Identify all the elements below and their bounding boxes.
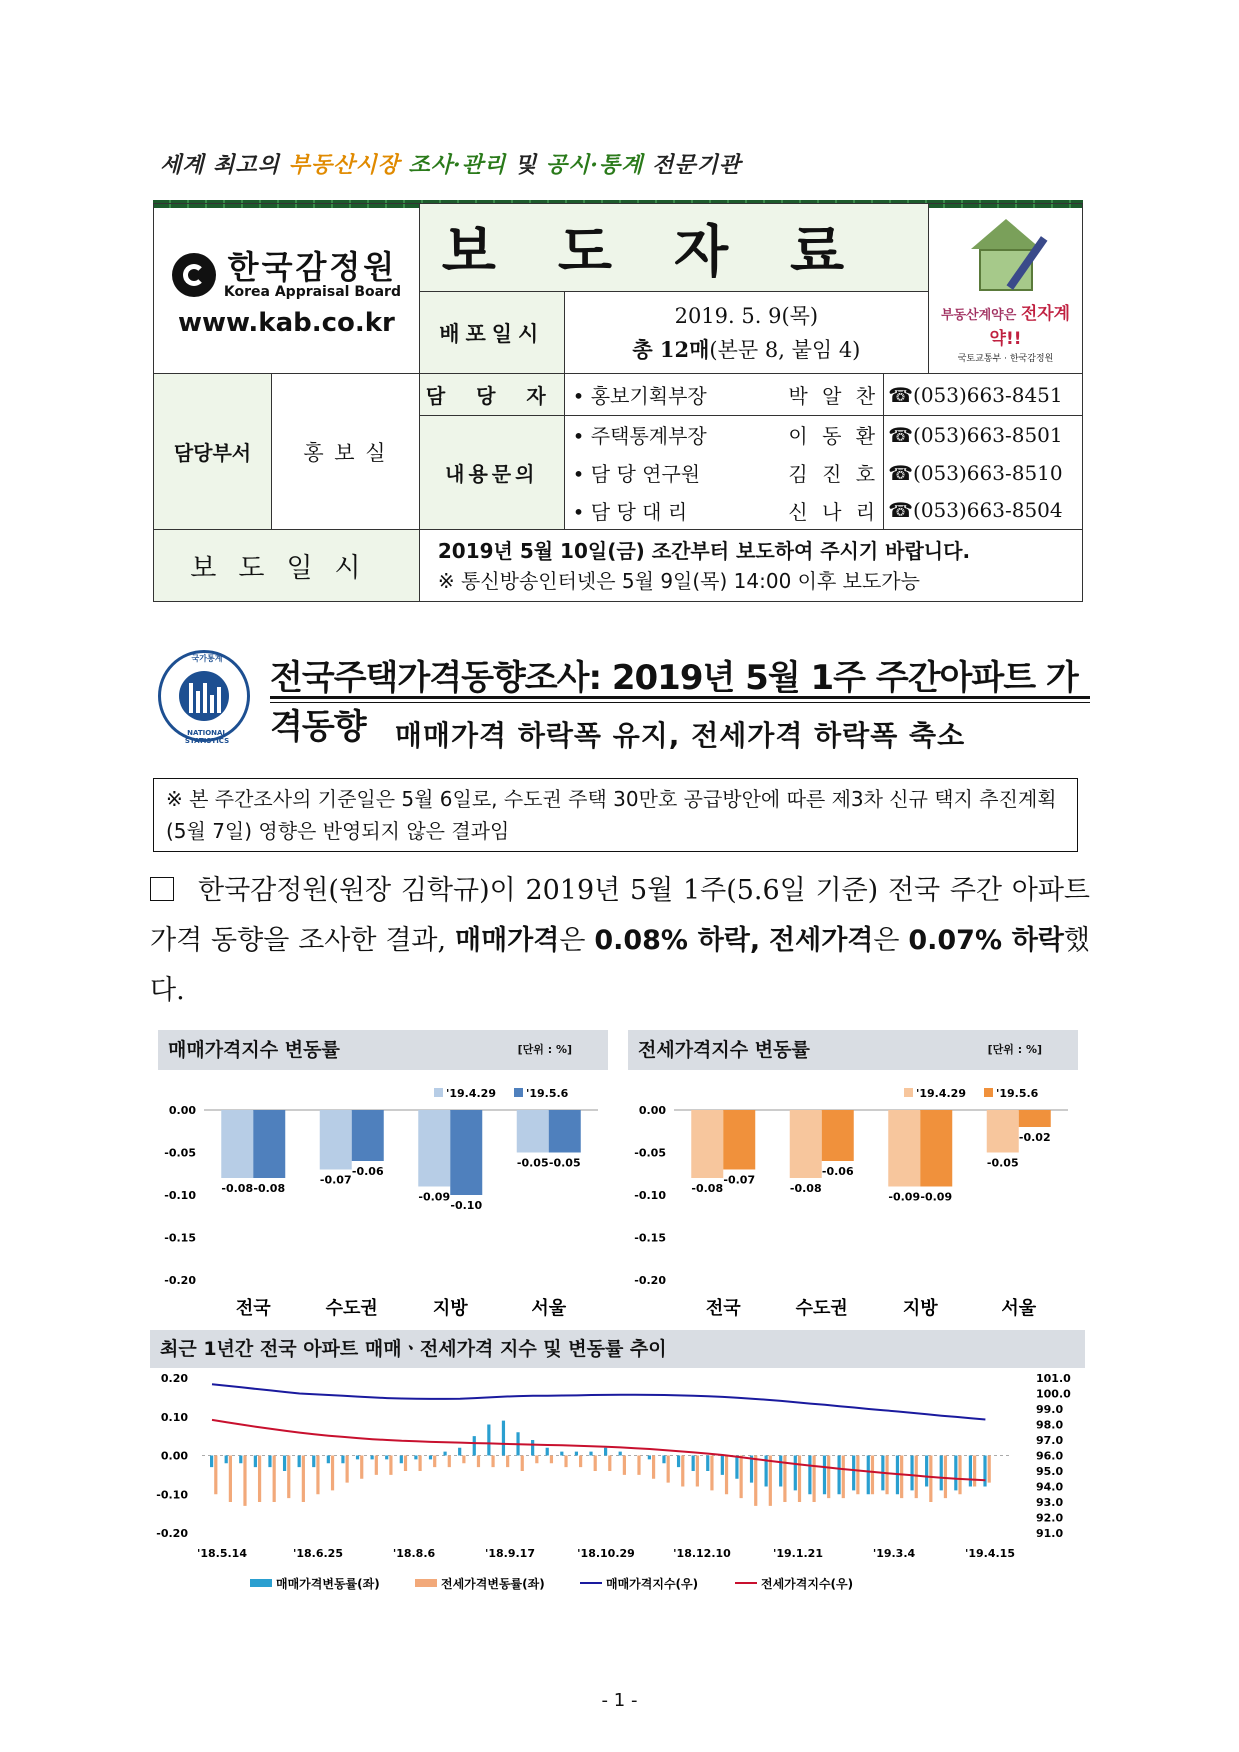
kab-logo-icon (172, 253, 216, 297)
sale-change-bar (940, 1456, 943, 1491)
legend-label: 매매가격변동률(좌) (276, 1577, 380, 1591)
legend-swatch (904, 1088, 913, 1097)
chart-title: 전세가격지수 변동률 (638, 1039, 810, 1061)
jeonse-change-bar (900, 1456, 903, 1499)
jeonse-change-bar (418, 1456, 421, 1472)
data-label: -0.02 (1018, 1131, 1051, 1144)
jeonse-change-bar (521, 1456, 524, 1472)
sale-change-bar (589, 1452, 592, 1456)
sale-change-bar (648, 1456, 651, 1460)
inquiry-label: 내용문의 (419, 416, 564, 530)
chart-title: 최근 1년간 전국 아파트 매매ㆍ전세가격 지수 및 변동률 추이 (160, 1338, 667, 1360)
distribution-info: 2019. 5. 9(목) 총 12매(본문 8, 붙임 4) (564, 292, 928, 374)
summary-paragraph: 한국감정원(원장 김학규)이 2019년 5월 1주(5.6일 기준) 전국 주간 아파트 가격 동향을 조사한 결과, 매매가격은 0.08% 하락, 전세가격은 0.07% 하락했다. (150, 875, 1090, 1006)
jeonse-change-bar (608, 1456, 611, 1472)
sale-change-bar (531, 1440, 534, 1456)
data-label: -0.06 (351, 1165, 384, 1178)
y-left-tick-label: 0.10 (160, 1410, 188, 1424)
annual-trend-chart (150, 1330, 1085, 1630)
sale-change-bar (604, 1448, 607, 1456)
category-label: 지방 (432, 1298, 468, 1319)
y-tick-label: -0.20 (634, 1274, 666, 1287)
x-tick-label: '18.9.17 (485, 1547, 535, 1560)
chart-unit: [단위 : %] (987, 1043, 1042, 1056)
jeonse-change-bar (725, 1456, 728, 1495)
jeonse-change-bar (667, 1456, 670, 1483)
legend-label: 매매가격지수(우) (606, 1577, 699, 1591)
y-tick-label: 0.00 (638, 1104, 666, 1117)
legend-label: '19.4.29 (446, 1087, 496, 1100)
jeonse-change-bar (491, 1456, 494, 1468)
data-label: -0.09 (888, 1190, 921, 1204)
jeonse-change-bar (696, 1456, 699, 1487)
dept-label: 담당부서 (154, 374, 272, 530)
y-right-tick-label: 98.0 (1036, 1418, 1064, 1432)
kab-mini-label: 한국감정원 (1009, 354, 1054, 364)
sale-change-bar (706, 1456, 709, 1472)
e-contract-badge: 부동산계약은 전자계약!! 국토교통부 · 한국감정원 (929, 204, 1083, 374)
contact-name: 이 동 환 (709, 416, 884, 454)
jeonse-change-bar (550, 1456, 553, 1464)
jeonse-index-line (212, 1420, 985, 1480)
contact-phone[interactable]: ☎(053)663-8504 (884, 492, 1083, 530)
sale-change-bar (312, 1456, 315, 1468)
y-right-tick-label: 91.0 (1036, 1527, 1064, 1540)
sale-change-bar (502, 1421, 505, 1456)
category-label: 서울 (1001, 1298, 1037, 1319)
category-label: 수도권 (795, 1298, 848, 1319)
x-tick-label: '18.5.14 (197, 1547, 247, 1560)
jeonse-change-bar (827, 1456, 830, 1499)
category-label: 전국 (705, 1298, 741, 1319)
legend-swatch (984, 1088, 993, 1097)
y-left-tick-label: -0.10 (156, 1488, 188, 1502)
bar (549, 1110, 581, 1153)
press-release-title: 보도자료 (419, 204, 928, 292)
jeonse-change-bar (258, 1456, 261, 1503)
jeonse-change-bar (243, 1456, 246, 1506)
y-right-tick-label: 101.0 (1036, 1372, 1071, 1385)
jeonse-change-bar (346, 1456, 349, 1483)
jeonse-change-bar (798, 1456, 801, 1503)
y-right-tick-label: 95.0 (1036, 1465, 1064, 1478)
report-time-info: 2019년 5월 10일(금) 조간부터 보도하여 주시기 바랍니다. ※ 통신방송인터넷은 5월 9일(목) 14:00 이후 보도가능 (419, 530, 1082, 602)
sale-change-bar (400, 1456, 403, 1464)
contact-name: 신 나 리 (709, 492, 884, 530)
data-label: -0.09 (418, 1190, 451, 1204)
jeonse-change-bar (812, 1456, 815, 1503)
checkbox-square-icon (150, 877, 174, 901)
sale-change-bar (341, 1456, 344, 1464)
jeonse-change-bar (915, 1456, 918, 1499)
sale-change-bar (546, 1448, 549, 1456)
sale-change-bar (969, 1456, 972, 1487)
legend-swatch (415, 1579, 437, 1587)
y-right-tick-label: 92.0 (1036, 1511, 1064, 1525)
legend-swatch (514, 1088, 523, 1097)
bar (352, 1110, 384, 1161)
x-tick-label: '18.10.29 (577, 1547, 635, 1560)
jeonse-change-bar (229, 1456, 232, 1503)
trend-combo-chart-svg (150, 1368, 1085, 1630)
y-right-tick-label: 99.0 (1036, 1403, 1064, 1416)
sale-change-bar (560, 1452, 563, 1456)
contact-role: • 담 당 연구원 (564, 454, 709, 492)
sale-change-bar (983, 1456, 986, 1487)
jeonse-change-bar (506, 1456, 509, 1468)
y-tick-label: -0.05 (634, 1146, 666, 1160)
contact-name: 김 진 호 (709, 454, 884, 492)
sale-change-bar (867, 1456, 870, 1495)
data-label: -0.05 (516, 1156, 549, 1170)
sale-change-bar (443, 1452, 446, 1456)
jeonse-change-bar (594, 1456, 597, 1472)
legend-swatch (434, 1088, 443, 1097)
org-url[interactable]: www.kab.co.kr (178, 307, 395, 338)
jeonse-change-bar (564, 1456, 567, 1468)
survey-note-box: ※ 본 주간조사의 기준일은 5월 6일로, 수도권 주택 30만호 공급방안에 따른 제3차 신규 택지 추진계획(5월 7일) 영향은 반영되지 않은 결과임 (153, 778, 1078, 852)
sale-change-bar (487, 1425, 490, 1456)
x-tick-label: '19.1.21 (773, 1547, 823, 1560)
y-tick-label: -0.15 (164, 1231, 196, 1245)
sale-change-bar (225, 1456, 228, 1464)
bar (450, 1110, 482, 1195)
jeonse-change-bar (652, 1456, 655, 1479)
org-english-name: Korea Appraisal Board (223, 283, 401, 300)
jeonse-change-bar (710, 1456, 713, 1491)
bar (888, 1110, 920, 1187)
bar (822, 1110, 854, 1161)
category-label: 지방 (902, 1298, 938, 1319)
x-tick-label: '18.8.6 (392, 1547, 436, 1560)
jeonse-change-bar (316, 1456, 319, 1495)
legend-label: 전세가격변동률(좌) (441, 1577, 545, 1591)
title-rule-thin (270, 702, 1090, 703)
contact-name: 박 알 찬 (709, 374, 884, 416)
jeonse-change-bar (929, 1456, 932, 1503)
category-label: 수도권 (325, 1298, 378, 1319)
contact-role: • 주택통계부장 (564, 416, 709, 454)
jeonse-change-bar (360, 1456, 363, 1479)
legend-label: '19.4.29 (916, 1087, 966, 1100)
bar (920, 1110, 952, 1187)
category-label: 서울 (531, 1298, 567, 1319)
bar (517, 1110, 549, 1153)
y-tick-label: -0.15 (634, 1231, 666, 1245)
sale-change-bar (692, 1456, 695, 1472)
chart-unit: [단위 : %] (517, 1043, 572, 1056)
jeonse-change-bar (579, 1456, 582, 1468)
distribution-label: 배포일시 (419, 292, 564, 374)
jeonse-change-bar (287, 1456, 290, 1499)
sale-change-bar (254, 1456, 257, 1468)
x-tick-label: '19.4.15 (965, 1547, 1015, 1560)
sale-price-change-chart (158, 1030, 608, 1320)
jeonse-change-bar (637, 1456, 640, 1475)
contact-phone[interactable]: ☎(053)663-8501 (884, 416, 1083, 454)
sale-change-bar (575, 1452, 578, 1456)
jeonse-change-bar (681, 1456, 684, 1487)
sale-change-bar (677, 1456, 680, 1468)
data-label: -0.08 (253, 1182, 286, 1195)
sale-change-bar (794, 1456, 797, 1491)
sale-change-bar (910, 1456, 913, 1491)
ministry-label: 국토교통부 (957, 354, 1002, 364)
legend-swatch (250, 1579, 272, 1587)
sale-change-bar (327, 1456, 330, 1464)
data-label: -0.07 (319, 1173, 352, 1187)
jeonse-change-bar (871, 1456, 874, 1495)
sale-change-bar (356, 1456, 359, 1460)
legend-label: 전세가격지수(우) (761, 1577, 854, 1591)
x-tick-label: '18.6.25 (293, 1547, 343, 1560)
sale-change-bar (458, 1448, 461, 1456)
jeonse-change-bar (944, 1456, 947, 1499)
bar (253, 1110, 285, 1178)
y-right-tick-label: 96.0 (1036, 1449, 1064, 1463)
sale-change-bar (823, 1456, 826, 1495)
jeonse-change-bar (462, 1456, 465, 1464)
slogan: 세계 최고의 부동산시장 조사·관리 및 공시·통계 전문기관 (160, 152, 742, 178)
contact-phone[interactable]: ☎(053)663-8451 (884, 374, 1083, 416)
sale-change-bar (662, 1456, 665, 1464)
y-left-tick-label: -0.20 (156, 1527, 188, 1540)
jeonse-change-bar (331, 1456, 334, 1491)
sale-change-bar (779, 1456, 782, 1487)
sale-change-bar (852, 1456, 855, 1491)
data-label: -0.08 (691, 1182, 724, 1195)
sale-change-bar (429, 1456, 432, 1460)
bar (320, 1110, 352, 1170)
jeonse-change-bar (273, 1456, 276, 1503)
data-label: -0.05 (986, 1156, 1019, 1170)
org-logo-cell (154, 204, 420, 374)
jeonse-change-bar (302, 1456, 305, 1503)
house-contract-icon (961, 219, 1051, 299)
y-tick-label: 0.00 (168, 1104, 196, 1117)
bar (418, 1110, 450, 1187)
sale-change-bar (239, 1456, 242, 1464)
jeonse-change-bar (214, 1456, 217, 1495)
jeonse-change-bar (842, 1456, 845, 1499)
data-label: -0.06 (821, 1165, 854, 1178)
y-tick-label: -0.10 (634, 1189, 666, 1202)
report-time-label: 보도일시 (154, 530, 420, 602)
x-tick-label: '18.12.10 (673, 1547, 731, 1560)
bar (221, 1110, 253, 1178)
sale-change-bar (210, 1456, 213, 1468)
jeonse-change-bar (433, 1456, 436, 1468)
sale-change-bar (954, 1456, 957, 1491)
x-tick-label: '19.3.4 (872, 1547, 916, 1560)
jeonse-change-bar (535, 1456, 538, 1464)
jeonse-change-bar (404, 1456, 407, 1472)
data-label: -0.09 (920, 1190, 953, 1204)
y-tick-label: -0.05 (164, 1146, 196, 1160)
jeonse-change-bar (769, 1456, 772, 1506)
data-label: -0.08 (789, 1182, 822, 1195)
sale-change-bar (298, 1456, 301, 1468)
jeonse-price-change-chart (628, 1030, 1078, 1320)
y-tick-label: -0.20 (164, 1274, 196, 1287)
y-tick-label: -0.10 (164, 1189, 196, 1202)
dept-name: 홍 보 실 (271, 374, 419, 530)
page-number: - 1 - (601, 1690, 638, 1711)
jeonse-change-bar (389, 1456, 392, 1475)
sale-change-bar (414, 1456, 417, 1460)
jeonse-change-bar (973, 1456, 976, 1487)
national-statistics-logo: 국가통계 NATIONAL STATISTICS (158, 650, 250, 742)
category-label: 전국 (235, 1298, 271, 1319)
sale-change-bar (385, 1456, 388, 1460)
sale-index-line (212, 1384, 985, 1419)
report-subtitle: 매매가격 하락폭 유지, 전세가격 하락폭 축소 (394, 719, 966, 752)
title-rule (270, 696, 1090, 699)
bar (691, 1110, 723, 1178)
org-name: 한국감정원 (227, 247, 398, 286)
jeonse-bar-chart-svg (628, 1070, 1078, 1320)
data-label: -0.05 (548, 1156, 581, 1170)
y-left-tick-label: 0.00 (160, 1449, 188, 1463)
contact-phone[interactable]: ☎(053)663-8510 (884, 454, 1083, 492)
data-label: -0.08 (221, 1182, 254, 1195)
jeonse-change-bar (375, 1456, 378, 1475)
jeonse-change-bar (477, 1456, 480, 1468)
y-right-tick-label: 100.0 (1036, 1387, 1071, 1401)
y-right-tick-label: 97.0 (1036, 1434, 1064, 1447)
sale-change-bar (735, 1456, 738, 1479)
sale-change-bar (283, 1456, 286, 1472)
sale-change-bar (837, 1456, 840, 1495)
report-title: 전국주택가격동향조사: 2019년 5월 1주 주간아파트 가격동향 (270, 658, 1078, 747)
bar (790, 1110, 822, 1178)
bar (1019, 1110, 1051, 1127)
jeonse-change-bar (623, 1456, 626, 1475)
y-right-tick-label: 94.0 (1036, 1480, 1064, 1494)
y-right-tick-label: 93.0 (1036, 1496, 1064, 1509)
sale-change-bar (808, 1456, 811, 1495)
contact-role: • 담 당 대 리 (564, 492, 709, 530)
bar (723, 1110, 755, 1170)
sale-change-bar (473, 1436, 476, 1455)
sale-change-bar (721, 1456, 724, 1475)
data-label: -0.07 (723, 1173, 756, 1187)
sale-change-bar (268, 1456, 271, 1468)
jeonse-change-bar (958, 1456, 961, 1495)
y-left-tick-label: 0.20 (160, 1372, 188, 1385)
sale-change-bar (925, 1456, 928, 1487)
press-header-table (153, 203, 1083, 602)
sale-change-bar (371, 1456, 374, 1460)
data-label: -0.10 (450, 1199, 483, 1212)
chart-title: 매매가격지수 변동률 (168, 1039, 340, 1061)
jeonse-change-bar (988, 1456, 991, 1483)
jeonse-change-bar (740, 1456, 743, 1499)
legend-label: '19.5.6 (526, 1087, 569, 1100)
jeonse-change-bar (885, 1456, 888, 1495)
contact-role: • 홍보기획부장 (564, 374, 709, 416)
sale-change-bar (619, 1452, 622, 1456)
sale-bar-chart-svg (158, 1070, 608, 1320)
legend-label: '19.5.6 (996, 1087, 1039, 1100)
jeonse-change-bar (448, 1456, 451, 1468)
jeonse-change-bar (754, 1456, 757, 1506)
contact-label: 담 당 자 (419, 374, 564, 416)
bar (987, 1110, 1019, 1153)
jeonse-change-bar (856, 1456, 859, 1495)
